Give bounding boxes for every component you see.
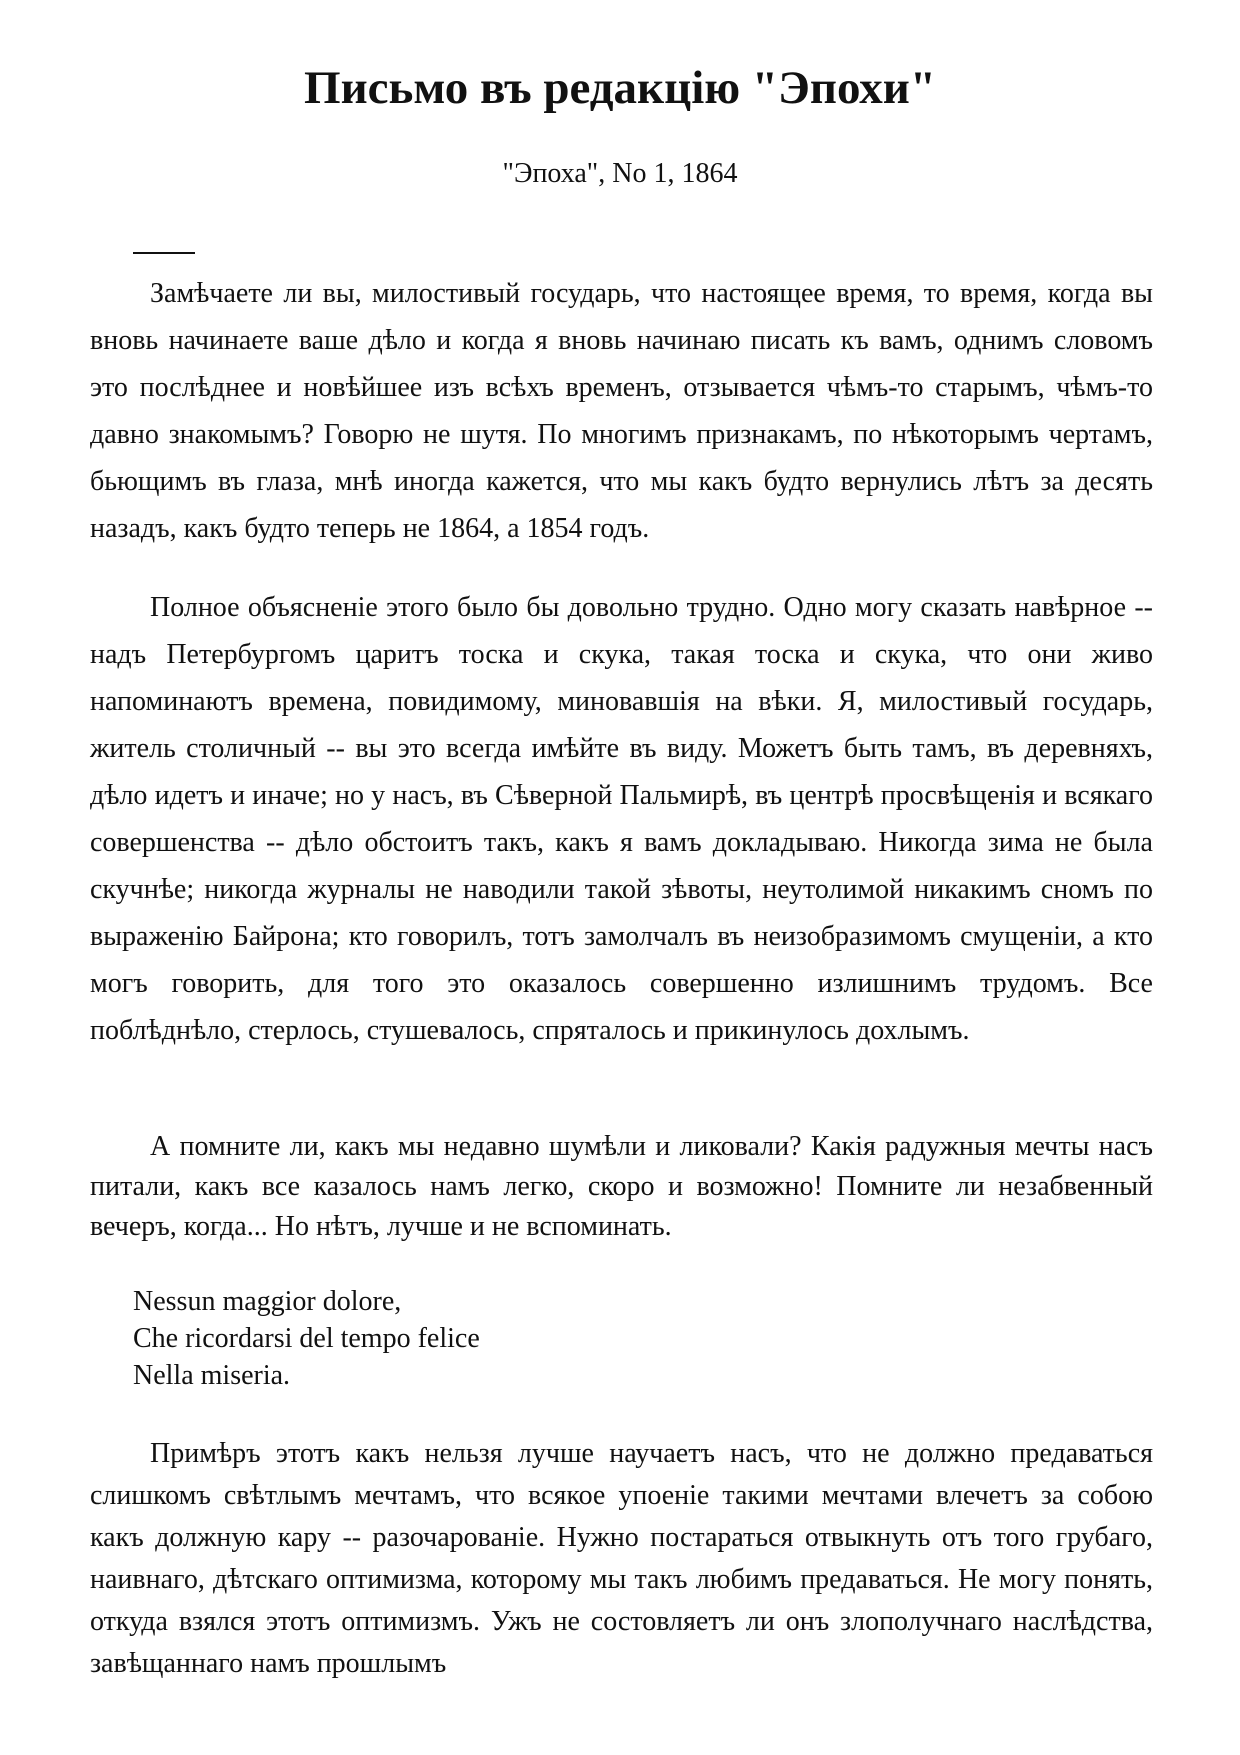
paragraph-4: Примѣръ этотъ какъ нельзя лучше научаетъ насъ, что не должно предаваться слишкомъ свѣтлымъ мечтамъ, что всякое упоеніе такими мечтами влечетъ за собою какъ должную кару -- разочарованіе. Нужно постараться отвыкнуть отъ того грубаго, наивнаго, дѣтскаго оптимизма, которому мы такъ любимъ предаваться. Не могу понять, откуда взялся этотъ оптимизмъ. Ужъ не состовляетъ ли онъ злополучнаго наслѣдства, завѣщаннаго намъ прошлымъ bbox=[90, 1438, 1153, 1679]
body-text-block-3 bbox=[90, 1127, 1153, 1247]
page-subtitle: "Эпоха", No 1, 1864 bbox=[502, 158, 738, 189]
body-text-block-2 bbox=[90, 584, 1153, 1054]
poem-line: Nella miseria. bbox=[133, 1360, 291, 1391]
paragraph-1: Замѣчаете ли вы, милостивый государь, что настоящее время, то время, когда вы вновь начинаете ваше дѣло и когда я вновь начинаю писать къ вамъ, однимъ словомъ это послѣднее и новѣйшее изъ всѣхъ временъ, отзывается чѣмъ-то старымъ, чѣмъ-то давно знакомымъ? Говорю не шутя. По многимъ признакамъ, по нѣкоторымъ чертамъ, бьющимъ въ глаза, мнѣ иногда кажется, что мы какъ будто вернулись лѣтъ за десять назадъ, какъ будто теперь не 1864, а 1854 годъ. bbox=[90, 278, 1153, 544]
paragraph-3: А помните ли, какъ мы недавно шумѣли и ликовали? Какія радужныя мечты насъ питали, какъ все казалось намъ легко, скоро и возможно! Помните ли незабвенный вечеръ, когда... Но нѣтъ, лучше и не вспоминать. bbox=[90, 1131, 1153, 1242]
paragraph-2: Полное объясненіе этого было бы довольно трудно. Одно могу сказать навѣрное -- надъ Петербургомъ царитъ тоска и скука, такая тоска и скука, что они живо напоминаютъ времена, повидимому, миновавшія на вѣки. Я, милостивый государь, житель столичный -- вы это всегда имѣйте въ виду. Можетъ быть тамъ, въ деревняхъ, дѣло идетъ и иначе; но у насъ, въ Сѣверной Пальмирѣ, въ центрѣ просвѣщенія и всякаго совершенства -- дѣло обстоитъ такъ, какъ я вамъ докладываю. Никогда зима не была скучнѣе; никогда журналы не наводили такой зѣвоты, неутолимой никакимъ сномъ по выраженію Байрона; кто говорилъ, тотъ замолчалъ въ неизобразимомъ смущеніи, а кто могъ говорить, для того это оказалось совершенно излишнимъ трудомъ. Все поблѣднѣло, стерлось, стушевалось, спряталось и прикинулось дохлымъ. bbox=[90, 592, 1153, 1046]
body-text-block-4 bbox=[90, 1433, 1153, 1685]
poem-quote bbox=[133, 1283, 480, 1394]
poem-line: Nessun maggior dolore, bbox=[133, 1286, 402, 1317]
page-title: Письмо въ редакцію "Эпохи" bbox=[304, 62, 936, 114]
body-text-block-1 bbox=[90, 270, 1153, 552]
separator-rule bbox=[133, 252, 195, 254]
poem-line: Che ricordarsi del tempo felice bbox=[133, 1323, 480, 1354]
